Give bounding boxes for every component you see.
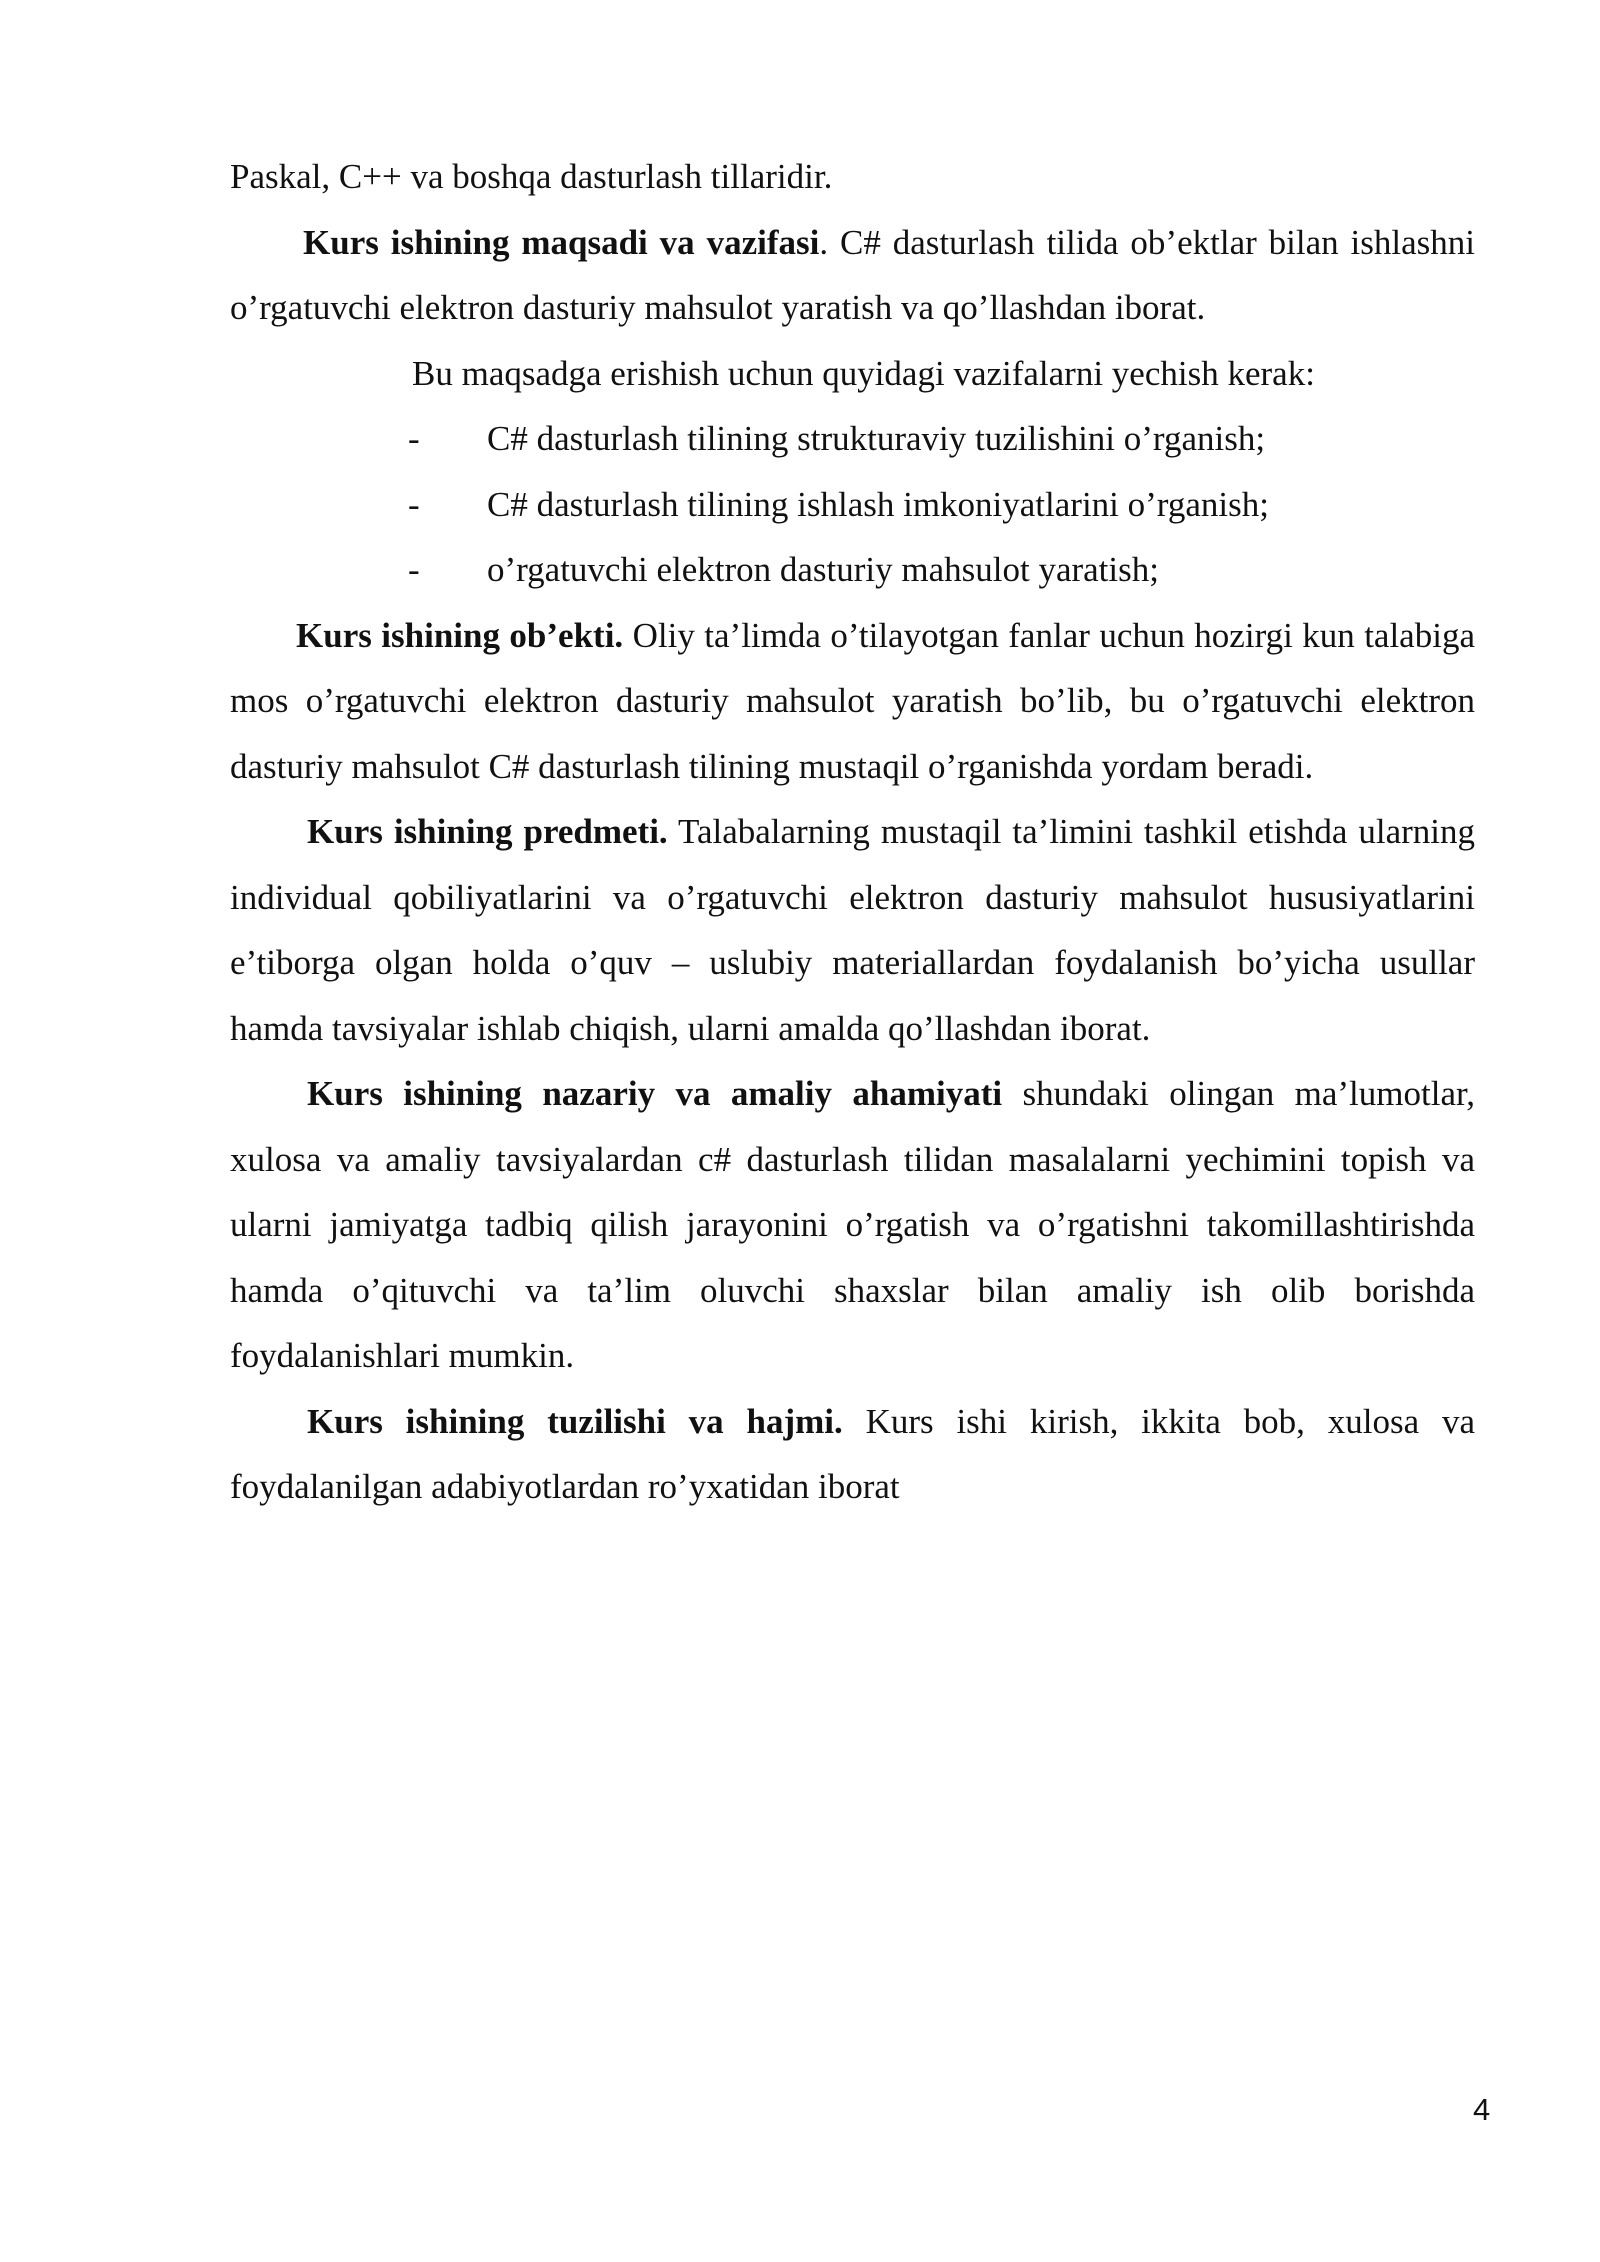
paragraph-goal-and-tasks (230, 210, 1475, 341)
page-number: 4 (1473, 2092, 1491, 2127)
list-item-text: o’rgatuvchi elektron dasturiy mahsulot yaratish; (487, 550, 1159, 589)
list-marker: - (408, 419, 420, 458)
paragraph-text: Talabalarning mustaqil ta’limini tashkil etishda ularning individual qobiliyatlarini va o’rgatuvchi elektron dasturiy mahsulot hususiyatlarini e’tiborga olgan holda o’quv – uslubiy materiallardan foydalanish bo’yicha usullar hamda tavsiyalar ishlab chiqish, ularni amalda qo’llashdan iborat. (230, 812, 1475, 1048)
list-marker: - (408, 484, 420, 524)
list-item (230, 537, 1475, 603)
paragraph-text: Kurs ishi kirish, ikkita bob, xulosa va foydalanilgan adabiyotlardan ro’yxatidan iborat (230, 1401, 1475, 1506)
paragraph-heading: Kurs ishining nazariy va amaliy ahamiyati (307, 1074, 1003, 1113)
list-marker: - (408, 550, 420, 589)
list-item-text: C# dasturlash tilining ishlash imkoniyatlarini o’rganish; (487, 484, 1269, 524)
list-item-text: C# dasturlash tilining strukturaviy tuzilishini o’rganish; (487, 419, 1266, 458)
paragraph-text: Oliy ta’limda o’tilayotgan fanlar uchun hozirgi kun talabiga mos o’rgatuvchi elektron dasturiy mahsulot yaratish bo’lib, bu o’rgatuvchi elektron dasturiy mahsulot C# dasturlash tilining mustaqil o’rganishda yordam beradi. (230, 615, 1475, 786)
paragraph-significance (230, 1061, 1475, 1389)
tasks-list (230, 406, 1475, 603)
paragraph-continuation (230, 144, 1475, 210)
paragraph-text: shundaki olingan ma’lumotlar, xulosa va amaliy tavsiyalardan c# dasturlash tilidan masalalarni yechimini topish va ularni jamiyatga tadbiq qilish jarayonini o’rgatish va o’rgatishni takomillashtirishda hamda o’qituvchi va ta’lim oluvchi shaxslar bilan amaliy ish olib borishda foydalanishlari mumkin. (230, 1074, 1475, 1375)
tasks-lead-in (230, 341, 1475, 407)
paragraph-text: Bu maqsadga erishish uchun quyidagi vazifalarni yechish kerak: (412, 353, 1315, 393)
paragraph-heading: Kurs ishining maqsadi va vazifasi (303, 222, 820, 262)
paragraph-heading: Kurs ishining predmeti. (307, 812, 668, 851)
paragraph-heading: Kurs ishining ob’ekti. (296, 615, 624, 655)
paragraph-subject (230, 799, 1475, 1061)
paragraph-heading: Kurs ishining tuzilishi va hajmi. (307, 1401, 843, 1441)
list-item (230, 406, 1475, 472)
paragraph-text: Paskal, C++ va boshqa dasturlash tillaridir. (230, 157, 833, 196)
paragraph-object (230, 603, 1475, 800)
page-body (230, 144, 1475, 1520)
paragraph-text: . C# dasturlash tilida ob’ektlar bilan ishlashni o’rgatuvchi elektron dasturiy mahsulot yaratish va qo’llashdan iborat. (230, 222, 1475, 327)
paragraph-structure (230, 1389, 1475, 1520)
list-item (230, 472, 1475, 538)
